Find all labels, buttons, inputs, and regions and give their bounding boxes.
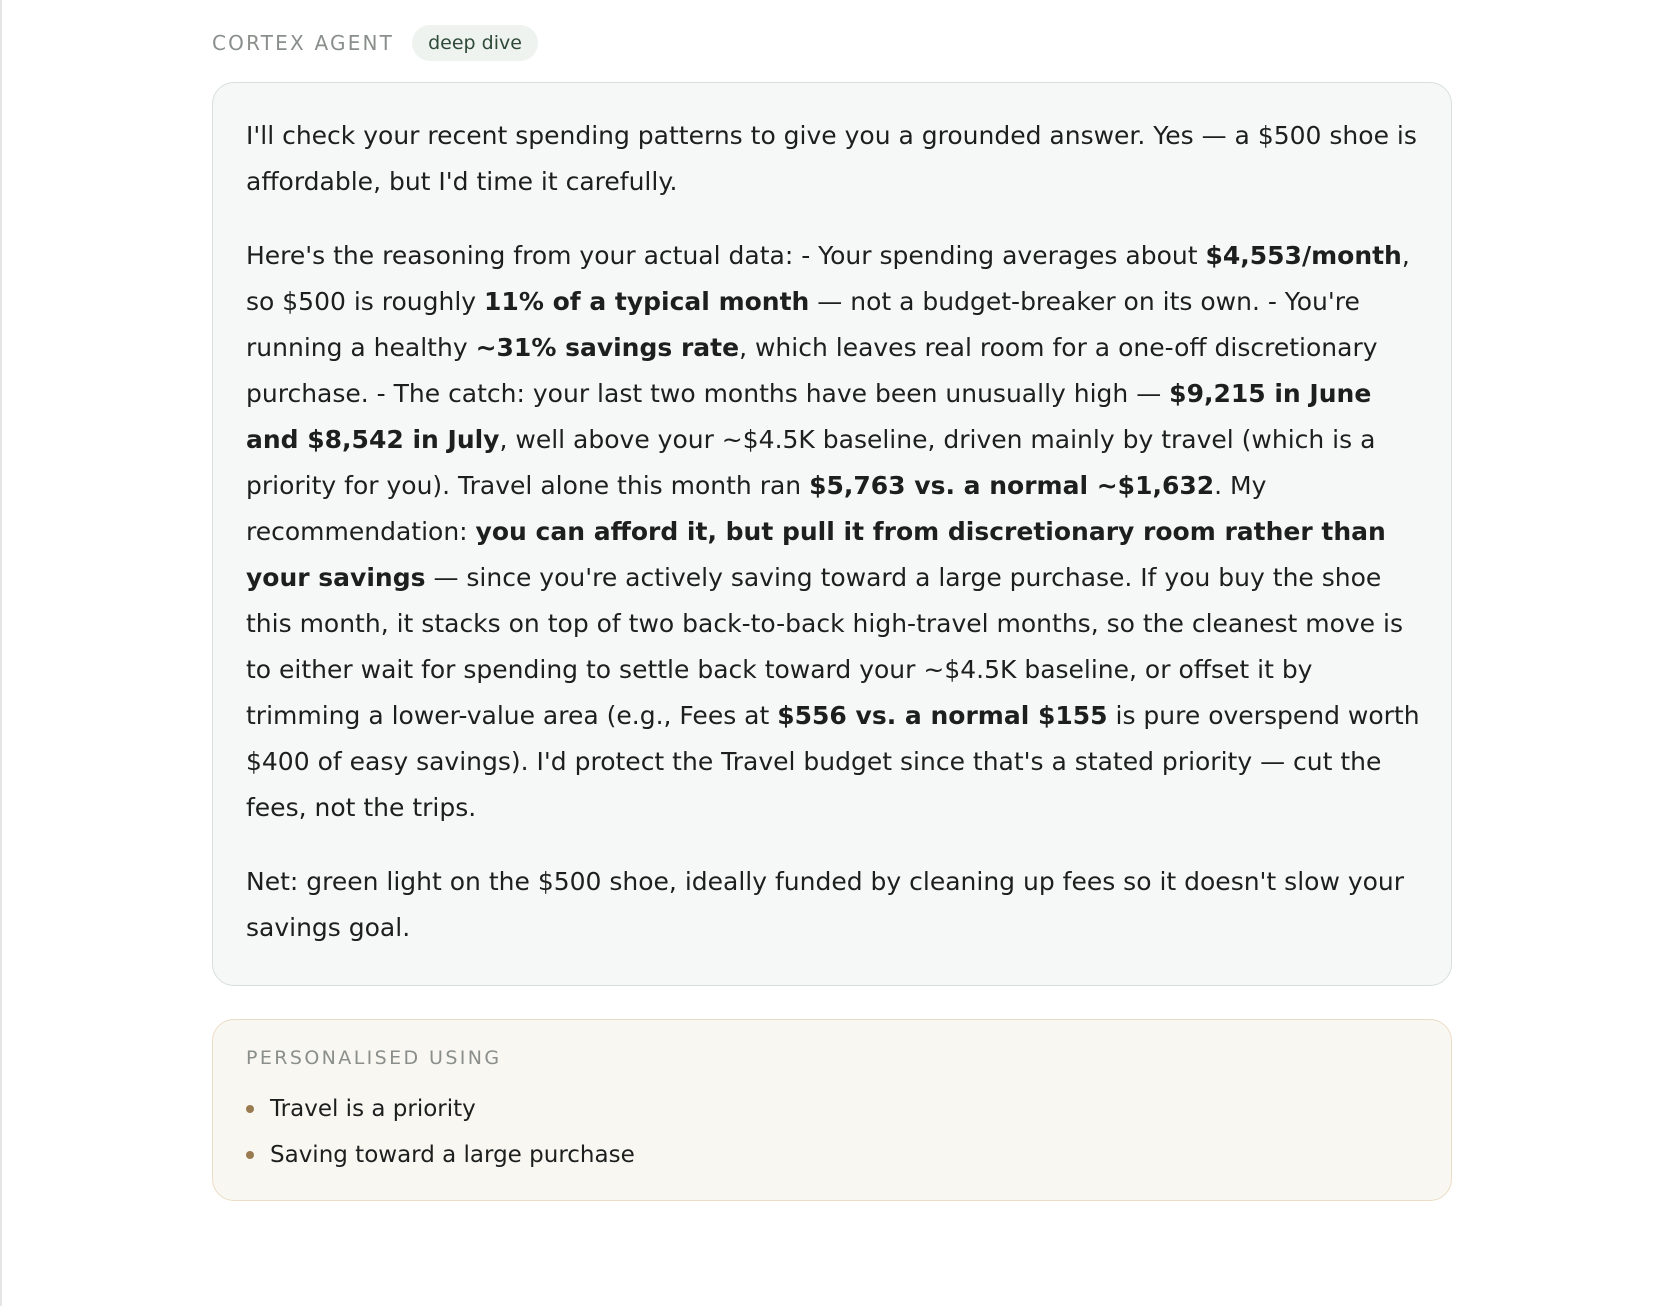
list-item [246,1086,1421,1132]
answer-reasoning [246,233,1421,831]
response-header [212,24,1452,62]
reasoning-text: Here's the reasoning from your actual data: - Your spending averages about [246,241,1206,270]
reasoning-highlight: ~31% savings rate [475,333,740,362]
left-border [0,0,2,1306]
bullet-icon [246,1151,254,1159]
answer-card [212,82,1452,986]
reasoning-text: , so $500 is roughly [246,241,1410,316]
list-item [246,1132,1421,1178]
mode-badge: deep dive [412,25,538,61]
reasoning-text: — not a budget-breaker on its own. - You're running a healthy [246,287,1360,362]
agent-response [212,24,1452,1201]
reasoning-highlight: $9,215 in June and $8,542 in July [246,379,1372,454]
reasoning-text: . My recommendation: [246,471,1267,546]
reasoning-highlight: 11% of a typical month [484,287,810,316]
personalisation-title: PERSONALISED USING [246,1047,502,1069]
reasoning-highlight: $556 vs. a normal $155 [777,701,1108,730]
reasoning-highlight: $4,553/month [1205,241,1402,270]
reasoning-highlight: you can afford it, but pull it from discretionary room rather than your savings [246,517,1386,592]
personalisation-item-label: Saving toward a large purchase [270,1142,635,1168]
answer-intro: I'll check your recent spending patterns to give you a grounded answer. Yes — a $500 shoe is affordable, but I'd time it carefully. [246,121,1417,196]
reasoning-highlight: $5,763 vs. a normal ~$1,632 [809,471,1215,500]
reasoning-text: , which leaves real room for a one-off discretionary purchase. - The catch: your last two months have been unusually high — [246,333,1378,408]
personalisation-card [212,1019,1452,1201]
personalisation-item-label: Travel is a priority [270,1096,476,1122]
answer-conclusion: Net: green light on the $500 shoe, ideally funded by cleaning up fees so it doesn't slow your savings goal. [246,867,1405,942]
personalisation-list [246,1086,1421,1178]
reasoning-text: is pure overspend worth $400 of easy savings). I'd protect the Travel budget since that's a stated priority — cut the fees, not the trips. [246,701,1420,822]
reasoning-text: , well above your ~$4.5K baseline, driven mainly by travel (which is a priority for you). Travel alone this month ran [246,425,1376,500]
agent-name: CORTEX AGENT [212,31,395,55]
reasoning-text: — since you're actively saving toward a large purchase. If you buy the shoe this month, it stacks on top of two back-to-back high-travel months, so the cleanest move is to either wait for spending to settle back toward your ~$4.5K baseline, or offset it by trimming a lower-value area (e.g., Fees at [246,563,1403,730]
bullet-icon [246,1105,254,1113]
